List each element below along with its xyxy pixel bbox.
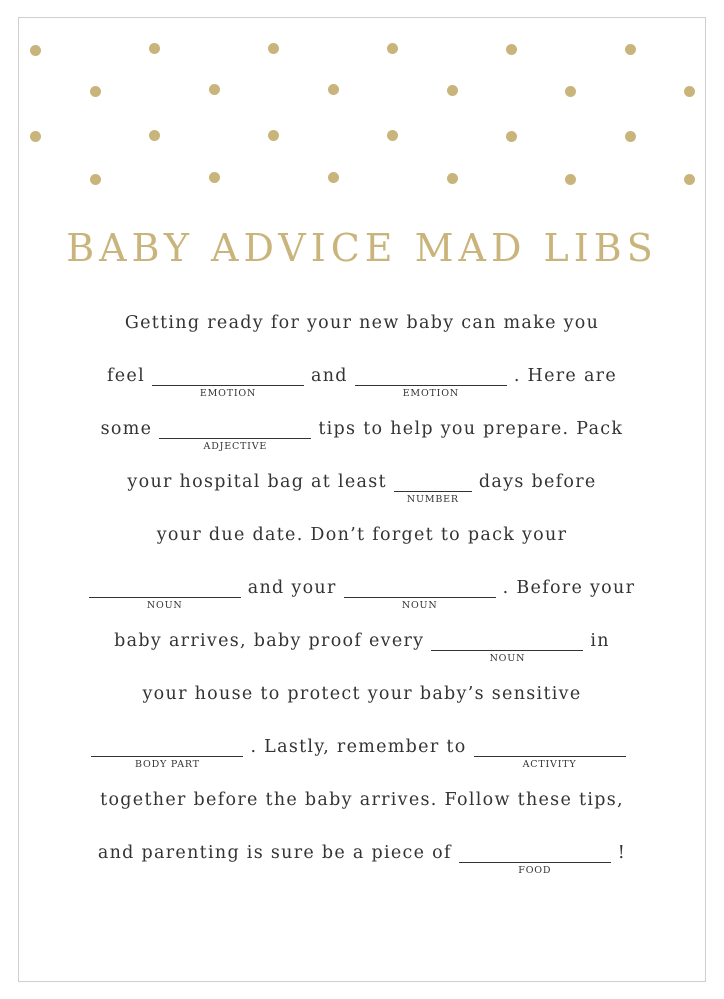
decorative-dot	[447, 173, 458, 184]
activity-blank[interactable]	[474, 734, 626, 770]
story-text: . Lastly, remember to	[250, 737, 467, 757]
decorative-dot	[387, 43, 398, 54]
story-text: days before	[478, 472, 597, 492]
emotion-blank[interactable]	[152, 363, 304, 399]
decorative-dot	[565, 86, 576, 97]
blank-label: NUMBER	[406, 494, 459, 505]
story-text: in	[590, 631, 610, 651]
story-text: and parenting is sure be a piece of	[97, 843, 452, 863]
story-line	[19, 522, 705, 575]
polka-dot-pattern	[19, 18, 705, 218]
blank-underline	[91, 756, 243, 757]
story-line	[19, 469, 705, 522]
decorative-dot	[565, 174, 576, 185]
decorative-dot	[684, 174, 695, 185]
decorative-dot	[328, 172, 339, 183]
story-line	[19, 840, 705, 893]
decorative-dot	[90, 174, 101, 185]
decorative-dot	[447, 85, 458, 96]
noun-blank[interactable]	[431, 628, 583, 664]
story-text: . Here are	[513, 366, 617, 386]
decorative-dot	[268, 43, 279, 54]
blank-label: NOUN	[489, 653, 526, 664]
story-line	[19, 416, 705, 469]
story-text: together before the baby arrives. Follow these tips,	[100, 790, 624, 810]
story-line	[19, 681, 705, 734]
number-blank[interactable]	[394, 469, 472, 505]
story-text: Getting ready for your new baby can make you	[124, 313, 600, 333]
story-line	[19, 363, 705, 416]
story-line	[19, 787, 705, 840]
story-text: tips to help you prepare. Pack	[318, 419, 624, 439]
decorative-dot	[387, 130, 398, 141]
blank-label: EMOTION	[402, 388, 459, 399]
decorative-dot	[90, 86, 101, 97]
story-line	[19, 628, 705, 681]
story-text: your house to protect your baby’s sensitive	[142, 684, 582, 704]
body-part-blank[interactable]	[91, 734, 243, 770]
noun-blank[interactable]	[344, 575, 496, 611]
decorative-dot	[30, 131, 41, 142]
blank-label: FOOD	[518, 865, 552, 876]
noun-blank[interactable]	[89, 575, 241, 611]
decorative-dot	[209, 84, 220, 95]
blank-label: NOUN	[401, 600, 438, 611]
blank-underline	[474, 756, 626, 757]
blank-label: ADJECTIVE	[203, 441, 268, 452]
blank-label: EMOTION	[199, 388, 257, 399]
decorative-dot	[268, 130, 279, 141]
blank-underline	[355, 385, 507, 386]
emotion-blank[interactable]	[355, 363, 507, 399]
blank-label: BODY PART	[135, 759, 200, 770]
adjective-blank[interactable]	[159, 416, 311, 452]
story-line	[19, 575, 705, 628]
mad-libs-story	[19, 310, 705, 893]
story-line	[19, 734, 705, 787]
blank-underline	[459, 862, 611, 863]
mad-libs-card	[18, 17, 706, 982]
decorative-dot	[30, 45, 41, 56]
story-text: your hospital bag at least	[127, 472, 387, 492]
story-text: feel	[107, 366, 145, 386]
decorative-dot	[149, 130, 160, 141]
blank-underline	[89, 597, 241, 598]
food-blank[interactable]	[459, 840, 611, 876]
decorative-dot	[684, 86, 695, 97]
blank-label: ACTIVITY	[522, 759, 577, 770]
story-text: baby arrives, baby proof every	[114, 631, 425, 651]
blank-underline	[344, 597, 496, 598]
story-line	[19, 310, 705, 363]
story-text: . Before your	[502, 578, 636, 598]
blank-underline	[394, 491, 472, 492]
decorative-dot	[625, 44, 636, 55]
blank-label: NOUN	[146, 600, 183, 611]
blank-underline	[152, 385, 304, 386]
decorative-dot	[506, 44, 517, 55]
blank-underline	[431, 650, 583, 651]
story-text: and your	[247, 578, 337, 598]
story-text: !	[617, 843, 627, 863]
story-text: some	[100, 419, 153, 439]
blank-underline	[159, 438, 311, 439]
decorative-dot	[506, 131, 517, 142]
decorative-dot	[149, 43, 160, 54]
decorative-dot	[625, 131, 636, 142]
story-text: and	[311, 366, 348, 386]
page-title: BABY ADVICE MAD LIBS	[66, 226, 658, 270]
decorative-dot	[328, 84, 339, 95]
story-text: your due date. Don’t forget to pack your	[156, 525, 568, 545]
decorative-dot	[209, 172, 220, 183]
